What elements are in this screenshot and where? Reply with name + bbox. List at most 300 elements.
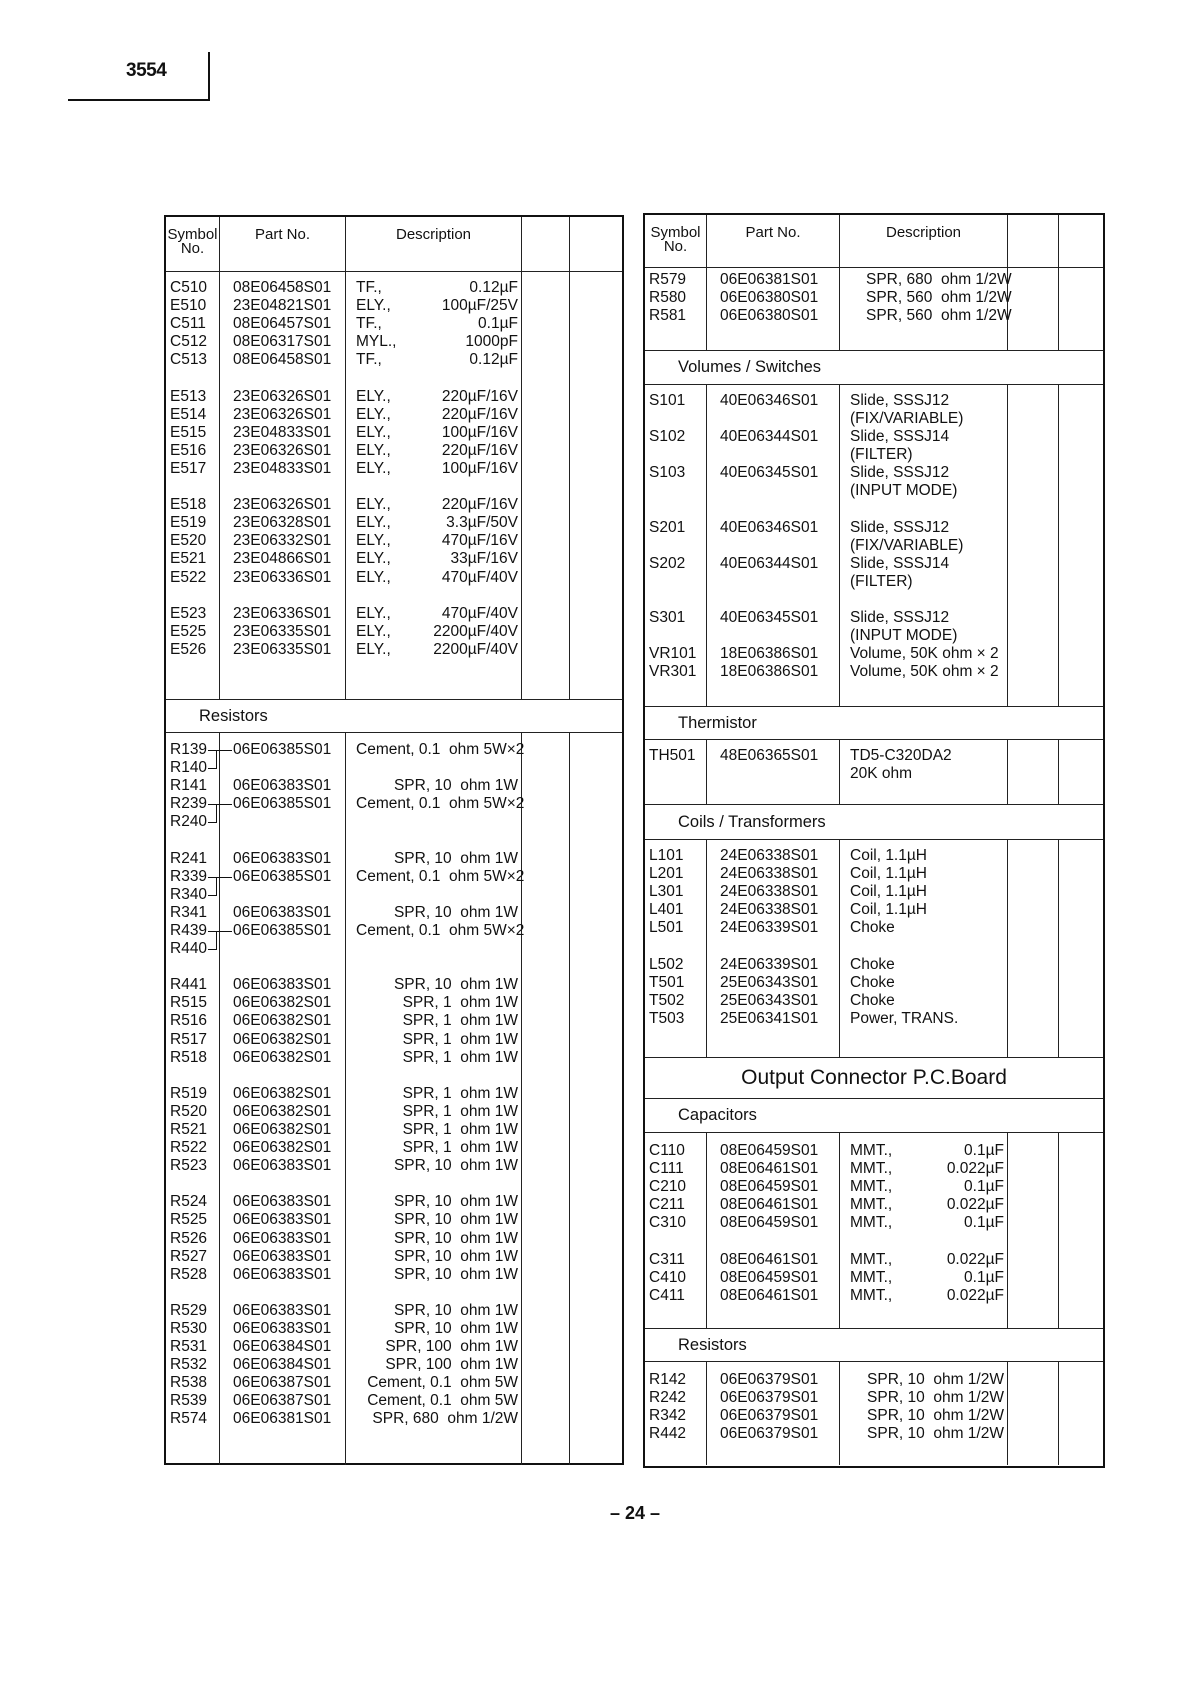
blank-line	[707, 482, 839, 500]
description: SPR, 10 ohm 1W	[393, 1157, 518, 1175]
parts-section	[645, 1133, 1103, 1329]
part-no: 24E06338S01	[720, 883, 819, 901]
description-type: MMT.,	[850, 1268, 893, 1286]
part-no: 06E06383S01	[233, 976, 332, 994]
blank-line	[645, 482, 706, 500]
symbol-no: C513	[170, 351, 208, 369]
description	[346, 496, 521, 514]
blank-line	[220, 958, 345, 976]
description	[346, 333, 521, 351]
blank-column	[1008, 1362, 1059, 1465]
symbol-no: E520	[170, 532, 207, 550]
symbol-no: R538	[170, 1374, 208, 1392]
part-no: 23E04833S01	[233, 459, 332, 477]
symbol-no: C512	[170, 333, 208, 351]
description: SPR, 100 ohm 1W	[385, 1356, 518, 1374]
blank-line	[220, 369, 345, 387]
blank-line	[220, 1067, 345, 1085]
symbol-no: R527	[170, 1247, 208, 1265]
description: SPR, 10 ohm 1W	[393, 903, 518, 921]
symbol-no: R581	[649, 307, 687, 325]
blank-line	[707, 573, 839, 591]
description: SPR, 10 ohm 1/2W	[867, 1425, 1004, 1443]
blank-line	[166, 369, 219, 387]
symbol-no: E518	[170, 496, 207, 514]
description	[840, 1269, 1007, 1287]
symbol-no: R242	[649, 1389, 687, 1407]
part-no: 06E06382S01	[233, 1084, 332, 1102]
blank-line	[645, 591, 706, 609]
description: Cement, 0.1 ohm 5W×2	[356, 795, 525, 813]
blank-line	[346, 478, 521, 496]
blank-line	[707, 627, 839, 645]
description-type: MMT.,	[850, 1178, 893, 1196]
blank-line	[645, 573, 706, 591]
part-no: 06E06383S01	[233, 1193, 332, 1211]
description: SPR, 10 ohm 1W	[393, 1265, 518, 1283]
description: SPR, 1 ohm 1W	[402, 1120, 518, 1138]
symbol-column	[166, 272, 220, 699]
description: Cement, 0.1 ohm 5W×2	[356, 867, 525, 885]
description: SPR, 10 ohm 1W	[393, 849, 518, 867]
part-no: 48E06365S01	[720, 747, 819, 764]
description-value: 220µF/16V	[441, 387, 518, 405]
description	[346, 514, 521, 532]
parts-section	[166, 272, 622, 700]
section-heading: Thermistor	[645, 707, 1103, 740]
symbol-no: R523	[170, 1157, 208, 1175]
part-no: 06E06381S01	[233, 1410, 332, 1428]
blank-line	[707, 501, 839, 519]
part-no: 06E06380S01	[720, 307, 819, 325]
column-header-blank	[1059, 215, 1103, 267]
symbol-column	[645, 385, 707, 706]
part-column	[707, 1362, 840, 1465]
part-column	[220, 272, 346, 699]
symbol-no: S103	[649, 464, 686, 482]
blank-line	[166, 958, 219, 976]
part-no: 06E06382S01	[233, 1120, 332, 1138]
part-no: 06E06382S01	[233, 1012, 332, 1030]
symbol-no: T501	[649, 973, 685, 991]
part-no: 40E06345S01	[720, 609, 819, 627]
column-header-symbol: Symbol No.	[166, 217, 220, 271]
description	[840, 1142, 1007, 1160]
symbol-no: R526	[170, 1229, 208, 1247]
description	[346, 940, 521, 958]
blank-line	[346, 587, 521, 605]
part-column	[707, 1133, 840, 1328]
symbol-no: R140	[166, 759, 219, 777]
description: SPR, 10 ohm 1W	[393, 1301, 518, 1319]
description: Slide, SSSJ12	[850, 518, 950, 536]
description-value: 100µF/25V	[441, 297, 518, 315]
description-value: 1000pF	[465, 333, 518, 351]
description-value: 100µF/16V	[441, 423, 518, 441]
part-no: 08E06459S01	[720, 1178, 819, 1196]
description: Volume, 50K ohm × 2	[850, 645, 999, 663]
symbol-column	[645, 1133, 707, 1328]
symbol-no: E517	[170, 459, 207, 477]
description	[840, 1251, 1007, 1269]
blank-line	[645, 410, 706, 428]
blank-line	[645, 937, 706, 955]
description: Choke	[850, 919, 895, 937]
blank-line	[166, 478, 219, 496]
blank-line	[707, 765, 839, 783]
description-type: MMT.,	[850, 1286, 893, 1304]
blank-line	[645, 627, 706, 645]
symbol-no: R139	[166, 741, 219, 759]
blank-column	[522, 272, 570, 699]
section-heading: Resistors	[645, 1329, 1103, 1362]
description: Slide, SSSJ12	[850, 609, 950, 627]
description-column	[840, 385, 1008, 706]
description: SPR, 680 ohm 1/2W	[372, 1410, 518, 1428]
page-number: – 24 –	[610, 1503, 661, 1523]
part-no: 06E06387S01	[233, 1392, 332, 1410]
part-no: 40E06344S01	[720, 554, 819, 572]
part-no: 18E06386S01	[720, 645, 819, 663]
blank-line	[220, 1284, 345, 1302]
description-type: MMT.,	[850, 1214, 893, 1232]
part-no: 24E06338S01	[720, 901, 819, 919]
description: SPR, 1 ohm 1W	[402, 994, 518, 1012]
part-no: 06E06379S01	[720, 1425, 819, 1443]
column-header-blank	[570, 217, 622, 271]
description: Cement, 0.1 ohm 5W×2	[356, 921, 525, 939]
description: Slide, SSSJ14	[850, 554, 950, 572]
description: (INPUT MODE)	[850, 482, 958, 500]
part-no: 06E06387S01	[233, 1374, 332, 1392]
blank-column	[1008, 385, 1059, 706]
symbol-no: E521	[170, 550, 207, 568]
description-column	[840, 1362, 1008, 1465]
symbol-no: L501	[649, 919, 684, 937]
description-value: 0.022µF	[946, 1160, 1004, 1178]
part-no: 23E06328S01	[233, 514, 332, 532]
part-column	[707, 840, 840, 1057]
description	[346, 759, 521, 777]
description: Coil, 1.1µH	[850, 901, 927, 919]
part-no: 06E06384S01	[233, 1356, 332, 1374]
part-no: 23E06336S01	[233, 604, 332, 622]
part-no: 06E06383S01	[233, 1211, 332, 1229]
part-no: 08E06458S01	[233, 279, 332, 296]
blank-column	[1008, 840, 1059, 1057]
description-type: ELY.,	[356, 405, 391, 423]
table-header-row	[645, 215, 1103, 268]
description-value: 0.022µF	[946, 1196, 1004, 1214]
description: (INPUT MODE)	[850, 627, 958, 645]
description-type: ELY.,	[356, 532, 391, 550]
symbol-column	[645, 740, 707, 804]
description-type: ELY.,	[356, 568, 391, 586]
description-type: MMT.,	[850, 1196, 893, 1214]
part-no: 23E04866S01	[233, 550, 332, 568]
symbol-no: TH501	[649, 747, 696, 764]
part-no: 06E06383S01	[233, 1157, 332, 1175]
description-type: ELY.,	[356, 550, 391, 568]
description-value: 220µF/16V	[441, 441, 518, 459]
section-heading: Coils / Transformers	[645, 805, 1103, 840]
part-no	[220, 940, 345, 958]
symbol-no: E525	[170, 622, 207, 640]
description-type: ELY.,	[356, 423, 391, 441]
description: SPR, 1 ohm 1W	[402, 1048, 518, 1066]
description-value: 0.022µF	[946, 1286, 1004, 1304]
pair-bracket	[208, 768, 216, 769]
symbol-no: C210	[649, 1178, 687, 1196]
description-type: ELY.,	[356, 441, 391, 459]
column-header-description: Description	[346, 217, 522, 271]
blank-column	[1008, 268, 1059, 350]
part-no: 06E06381S01	[720, 271, 819, 288]
part-column	[707, 268, 840, 350]
symbol-no: R439	[166, 922, 219, 940]
description	[840, 1178, 1007, 1196]
description-type: MMT.,	[850, 1250, 893, 1268]
column-header-blank	[522, 217, 570, 271]
description: SPR, 1 ohm 1W	[402, 1102, 518, 1120]
blank-line	[346, 831, 521, 849]
description: (FILTER)	[850, 572, 913, 590]
blank-column	[570, 733, 622, 1465]
symbol-no: VR301	[649, 663, 697, 681]
description	[346, 279, 521, 297]
description: Volume, 50K ohm × 2	[850, 663, 999, 681]
symbol-no: R532	[170, 1356, 208, 1374]
table-header-row	[166, 217, 622, 272]
part-no: 08E06317S01	[233, 333, 332, 351]
symbol-no: E515	[170, 423, 207, 441]
parts-table-right	[643, 213, 1105, 1468]
part-no: 06E06383S01	[233, 1301, 332, 1319]
blank-line	[346, 369, 521, 387]
parts-section	[645, 385, 1103, 707]
part-no: 06E06379S01	[720, 1371, 819, 1388]
part-no: 08E06461S01	[720, 1160, 819, 1178]
symbol-no: R517	[170, 1030, 208, 1048]
symbol-no: R442	[649, 1425, 687, 1443]
description-type: TF.,	[356, 315, 382, 333]
part-no: 40E06346S01	[720, 392, 819, 409]
part-column	[220, 733, 346, 1465]
symbol-no: R516	[170, 1012, 208, 1030]
part-no: 23E06336S01	[233, 568, 332, 586]
part-no: 24E06338S01	[720, 847, 819, 864]
symbol-no: E522	[170, 568, 207, 586]
part-no: 40E06346S01	[720, 518, 819, 536]
part-no: 18E06386S01	[720, 663, 819, 681]
symbol-no: E514	[170, 405, 207, 423]
symbol-no: C311	[649, 1250, 685, 1268]
symbol-no: VR101	[649, 645, 697, 663]
part-no: 06E06382S01	[233, 1030, 332, 1048]
description-value: 0.1µF	[964, 1142, 1004, 1159]
part-no: 40E06344S01	[720, 428, 819, 446]
symbol-column	[645, 1362, 707, 1465]
parts-table-left	[164, 215, 624, 1465]
blank-line	[166, 831, 219, 849]
symbol-no: S202	[649, 554, 686, 572]
description: SPR, 10 ohm 1W	[393, 1247, 518, 1265]
description: SPR, 10 ohm 1W	[393, 1193, 518, 1211]
symbol-no: R521	[170, 1120, 208, 1138]
part-no: 06E06385S01	[233, 795, 332, 813]
description-value: 33µF/16V	[450, 550, 518, 568]
column-header-blank	[1008, 215, 1059, 267]
description	[346, 351, 521, 369]
symbol-no: R141	[170, 777, 208, 795]
symbol-no: E519	[170, 514, 207, 532]
blank-line	[707, 537, 839, 555]
symbol-no: R339	[166, 868, 219, 886]
description-value: 100µF/16V	[441, 459, 518, 477]
symbol-no: E516	[170, 441, 207, 459]
description-column	[840, 740, 1008, 804]
blank-line	[166, 587, 219, 605]
description-type: ELY.,	[356, 514, 391, 532]
symbol-no: C110	[649, 1142, 685, 1159]
description: SPR, 10 ohm 1/2W	[867, 1371, 1004, 1388]
description	[840, 1196, 1007, 1214]
blank-line	[707, 937, 839, 955]
section-heading: Output Connector P.C.Board	[645, 1058, 1103, 1099]
part-no: 25E06343S01	[720, 973, 819, 991]
description-type: ELY.,	[356, 496, 391, 514]
description: Slide, SSSJ14	[850, 428, 950, 446]
section-heading: Capacitors	[645, 1099, 1103, 1133]
symbol-no: E526	[170, 640, 207, 658]
blank-line	[346, 958, 521, 976]
symbol-no: C310	[649, 1214, 687, 1232]
blank-line	[346, 1284, 521, 1302]
part-no: 06E06384S01	[233, 1338, 332, 1356]
symbol-no: R524	[170, 1193, 208, 1211]
description: Coil, 1.1µH	[850, 847, 927, 864]
description	[346, 460, 521, 478]
description	[346, 569, 521, 587]
description: (FILTER)	[850, 446, 913, 464]
part-no: 24E06338S01	[720, 865, 819, 883]
part-no: 23E06332S01	[233, 532, 332, 550]
description: Choke	[850, 973, 895, 991]
part-no: 06E06382S01	[233, 994, 332, 1012]
symbol-no: L502	[649, 955, 684, 973]
description	[346, 605, 521, 623]
part-no: 08E06458S01	[233, 351, 332, 369]
section-heading: Resistors	[166, 700, 622, 733]
symbol-no: R580	[649, 289, 687, 307]
part-no	[220, 886, 345, 904]
part-no: 06E06382S01	[233, 1139, 332, 1157]
part-no: 24E06339S01	[720, 919, 819, 937]
part-no	[220, 813, 345, 831]
symbol-no: R520	[170, 1102, 208, 1120]
description-type: MMT.,	[850, 1142, 893, 1159]
symbol-no: R241	[170, 849, 208, 867]
part-no: 06E06379S01	[720, 1389, 819, 1407]
part-no: 06E06382S01	[233, 1048, 332, 1066]
symbol-no: R530	[170, 1320, 208, 1337]
pair-bracket	[208, 949, 216, 950]
symbol-no: C410	[649, 1268, 687, 1286]
description-value: 3.3µF/50V	[446, 514, 518, 532]
blank-line	[707, 446, 839, 464]
part-no	[220, 759, 345, 777]
description	[346, 532, 521, 550]
part-column	[707, 385, 840, 706]
blank-line	[645, 1232, 706, 1250]
blank-column	[570, 272, 622, 699]
symbol-no: R531	[170, 1338, 208, 1356]
symbol-no: T503	[649, 1009, 685, 1027]
symbol-no: R441	[170, 976, 208, 994]
part-no: 25E06341S01	[720, 1009, 819, 1027]
symbol-no: R528	[170, 1265, 208, 1283]
description	[840, 1214, 1007, 1232]
description	[346, 813, 521, 831]
description-type: MYL.,	[356, 333, 397, 351]
part-no: 23E06326S01	[233, 387, 332, 405]
description-column	[840, 268, 1012, 350]
blank-line	[220, 831, 345, 849]
blank-column	[1059, 1362, 1103, 1465]
pair-bracket	[208, 895, 216, 896]
description-column	[840, 840, 1008, 1057]
symbol-no: R574	[170, 1410, 208, 1428]
parts-section	[645, 840, 1103, 1058]
description	[840, 1160, 1007, 1178]
symbol-no: L301	[649, 883, 684, 901]
parts-section	[645, 268, 1103, 351]
part-no: 06E06382S01	[233, 1102, 332, 1120]
description-type: TF.,	[356, 351, 382, 369]
blank-line	[840, 591, 1007, 609]
description-value: 0.1µF	[964, 1268, 1004, 1286]
description-column	[840, 1133, 1008, 1328]
description	[346, 424, 521, 442]
symbol-no: L201	[649, 865, 684, 883]
description	[346, 886, 521, 904]
blank-line	[707, 591, 839, 609]
blank-line	[840, 937, 1007, 955]
part-no: 23E06326S01	[233, 405, 332, 423]
part-no: 06E06379S01	[720, 1407, 819, 1425]
symbol-no: R522	[170, 1139, 208, 1157]
description	[346, 623, 521, 641]
description: SPR, 10 ohm 1/2W	[867, 1407, 1004, 1425]
symbol-no: R142	[649, 1371, 687, 1388]
symbol-no: R340	[166, 886, 219, 904]
part-no: 08E06459S01	[720, 1268, 819, 1286]
part-no: 24E06339S01	[720, 955, 819, 973]
blank-line	[346, 1175, 521, 1193]
blank-line	[166, 1175, 219, 1193]
description: SPR, 10 ohm 1W	[393, 1211, 518, 1229]
blank-column	[1059, 1133, 1103, 1328]
description-value: 470µF/40V	[441, 604, 518, 622]
part-no: 06E06385S01	[233, 741, 332, 758]
symbol-no: L101	[649, 847, 684, 864]
description-value: 470µF/40V	[441, 568, 518, 586]
symbol-no: R239	[166, 795, 219, 813]
part-no: 06E06383S01	[233, 903, 332, 921]
document-number: 3554	[126, 60, 167, 81]
symbol-no: R518	[170, 1048, 208, 1066]
description-type: ELY.,	[356, 297, 391, 315]
